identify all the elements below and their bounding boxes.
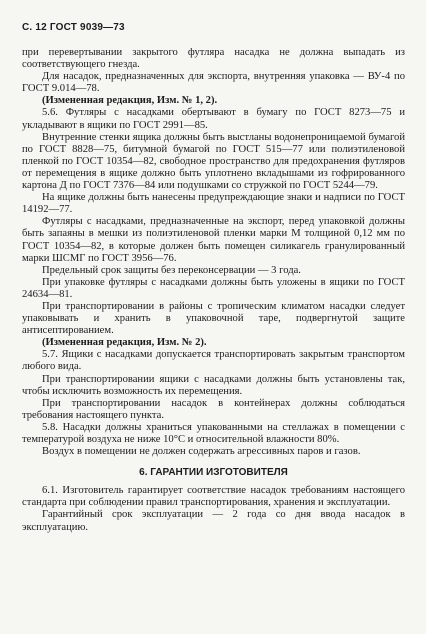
paragraph: при перевертывании закрытого футляра насадка не должна выпадать из соответствующего гнезда. [22,47,405,71]
paragraph: 5.7. Ящики с насадками допускается транспортировать закрытым транспортом любого вида. [22,349,405,373]
paragraph: 6.1. Изготовитель гарантирует соответствие насадок требованиям настоящего стандарта при соблюдении правил транспортирования, хранения и эксплуатации. [22,485,405,509]
paragraph: При транспортировании насадок в контейнерах должны соблюдаться требования настоящего пункта. [22,397,405,421]
paragraph: (Измененная редакция, Изм. № 1, 2). [42,95,218,107]
paragraph: Воздух в помещении не должен содержать агрессивных паров и газов. [42,446,361,458]
paragraph: Футляры с насадками, предназначенные на экспорт, перед упаковкой должны быть запаяны в мешки из полиэтиленовой пленки марки М толщиной 0,12 мм по ГОСТ 10354—82, в которые должен быть помещен силикагель гранулированный марки ШСМГ по ГОСТ 3956—76. [22,216,405,264]
section-heading: 6. ГАРАНТИИ ИЗГОТОВИТЕЛЯ [139,467,288,479]
paragraph: (Измененная редакция, Изм. № 2). [42,337,207,349]
paragraph: Предельный срок защиты без переконсервации — 3 года. [42,264,301,276]
paragraph: 5.6. Футляры с насадками обертывают в бумагу по ГОСТ 8273—75 и укладывают в ящики по ГОСТ 2991—85. [22,107,405,131]
paragraph: При транспортировании ящики с насадками должны быть установлены так, чтобы исключить возможность их перемещения. [22,373,405,397]
paragraph: 5.8. Насадки должны храниться упакованными на стеллажах в помещении с температурой воздуха не ниже 10°С и относительной влажности 80%. [22,421,405,445]
paragraph: На ящике должны быть нанесены предупреждающие знаки и надписи по ГОСТ 14192—77. [22,192,405,216]
paragraph: Гарантийный срок эксплуатации — 2 года со дня ввода насадок в эксплуатацию. [22,509,405,533]
paragraph: Для насадок, предназначенных для экспорта, внутренняя упаковка — ВУ-4 по ГОСТ 9.014—78. [22,71,405,95]
paragraph: При транспортировании в районы с тропическим климатом насадки следует упаковывать и хранить в упаковочной таре, подвергнутой защите антисептированием. [22,300,405,337]
page-header: С. 12 ГОСТ 9039—73 [22,22,125,33]
document-body [22,47,405,534]
paragraph: При упаковке футляры с насадками должны быть уложены в ящики по ГОСТ 24634—81. [22,276,405,300]
paragraph: Внутренние стенки ящика должны быть выстланы водонепроницаемой бумагой по ГОСТ 8828—75, битумной бумагой по ГОСТ 515—77 или полиэтиленовой пленкой по ГОСТ 10354—82, свободное пространство для предохранения футляров от перемещения в ящике должно быть уплотнено вкладышами из гофрированного картона Д по ГОСТ 7376—84 или подушками со стружкой по ГОСТ 5244—79. [22,131,405,192]
